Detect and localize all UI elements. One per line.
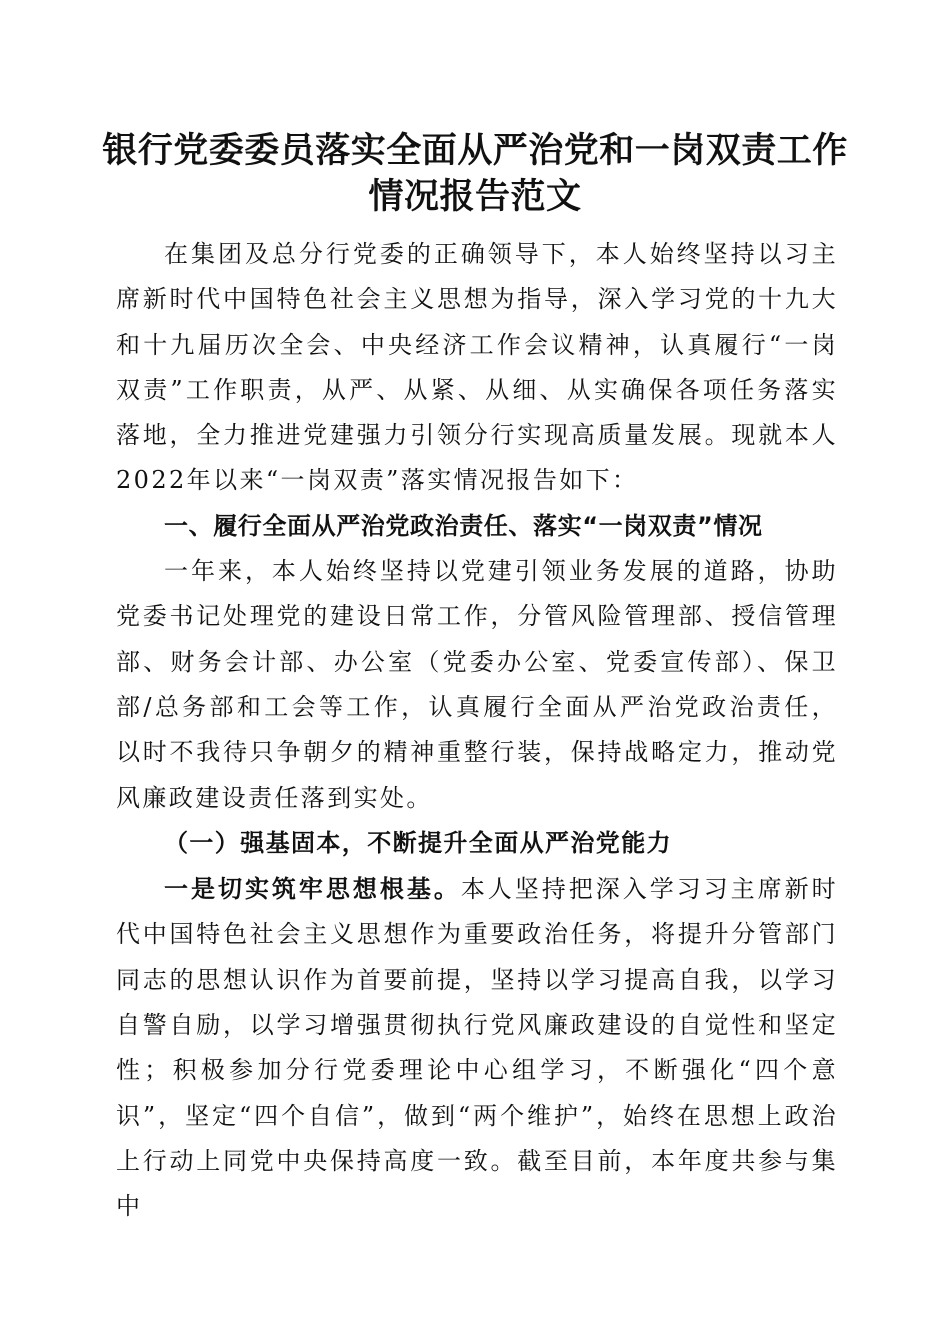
- document-title: 银行党委委员落实全面从严治党和一岗双责工作情况报告范文: [102, 130, 848, 217]
- point-1-lead: 一是切实筑牢思想根基。: [164, 874, 461, 904]
- subsection-heading-1: （一）强基固本，不断提升全面从严治党能力: [164, 828, 672, 857]
- document-body: [116, 232, 838, 1230]
- point-1-paragraph: [116, 866, 838, 1229]
- section-heading-1: 一、履行全面从严治党政治责任、落实“一岗双责”情况: [164, 511, 763, 540]
- intro-paragraph: 在集团及总分行党委的正确领导下，本人始终坚持以习主席新时代中国特色社会主义思想为指导，深入学习党的十九大和十九届历次全会、中央经济工作会议精神，认真履行“一岗双责”工作职责，从严、从紧、从细、从实确保各项任务落实落地，全力推进党建强力引领分行实现高质量发展。现就本人2022年以来“一岗双责”落实情况报告如下：: [116, 240, 838, 495]
- section-1-paragraph: 一年来，本人始终坚持以党建引领业务发展的道路，协助党委书记处理党的建设日常工作，分管风险管理部、授信管理部、财务会计部、办公室（党委办公室、党委宣传部）、保卫部/总务部和工会等工作，认真履行全面从严治党政治责任，以时不我待只争朝夕的精神重整行装，保持战略定力，推动党风廉政建设责任落到实处。: [116, 557, 838, 812]
- point-1-text: 本人坚持把深入学习习主席新时代中国特色社会主义思想作为重要政治任务，将提升分管部门同志的思想认识作为首要前提，坚持以学习提高自我，以学习自警自励，以学习增强贯彻执行党风廉政建设的自觉性和坚定性；积极参加分行党委理论中心组学习，不断强化“四个意识”，坚定“四个自信”，做到“两个维护”，始终在思想上政治上行动上同党中央保持高度一致。截至目前，本年度共参与集中: [116, 875, 838, 1221]
